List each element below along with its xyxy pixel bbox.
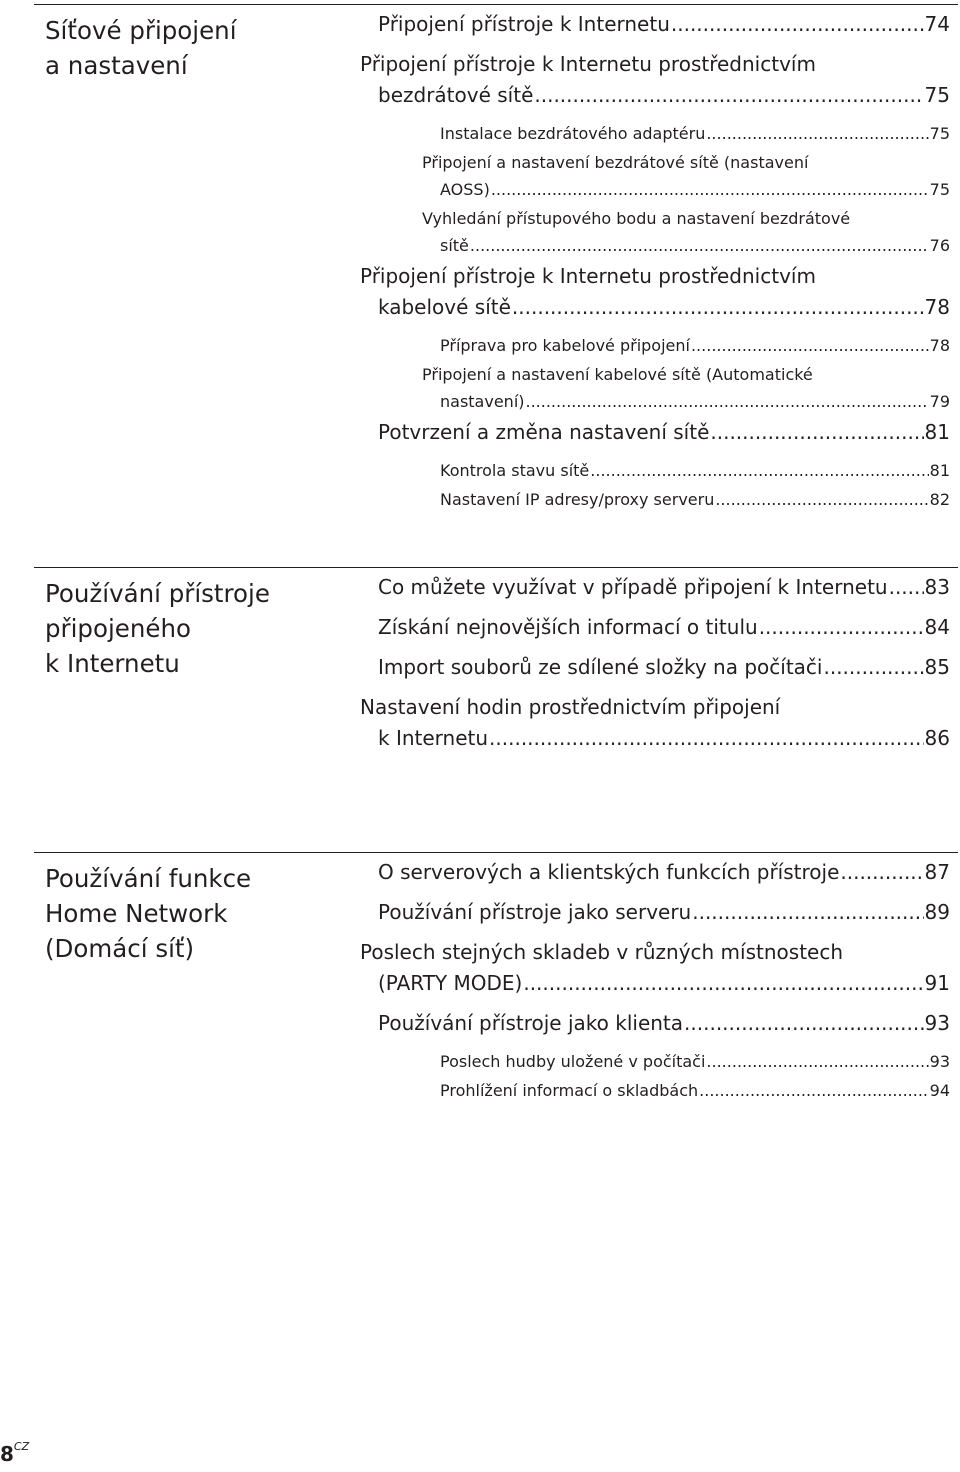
toc-entry-line [440,232,950,259]
toc-entries [360,857,950,1106]
toc-entry-title: Používání přístroje jako klienta [378,1011,684,1035]
toc-entry-page: 81 [929,461,950,480]
toc-entry-page: 75 [929,180,950,199]
toc-entry-line [378,897,950,928]
toc-entry-title-start: Poslech stejných skladeb v různých místnostech [360,940,844,964]
toc-entry-title: O serverových a klientských funkcích přístroje [378,860,840,884]
toc-entry-page: 76 [929,236,950,255]
toc-entry-line [378,417,950,448]
toc-entry-title: Připojení přístroje k Internetu [378,12,670,36]
toc-entry-title-start: Připojení přístroje k Internetu prostřednictvím [360,264,816,288]
dot-leader [715,486,928,513]
toc-entry[interactable] [360,612,950,643]
toc-entry[interactable] [360,361,950,415]
toc-entry[interactable] [360,1077,950,1104]
toc-entry-line [378,9,950,40]
dot-leader [671,9,924,40]
toc-entry-title: kabelové sítě [378,295,511,319]
page-number [0,1442,29,1466]
toc-entry-title: Potvrzení a změna nastavení sítě [378,420,710,444]
toc-entry-page: 93 [924,1011,950,1035]
toc-entry-line [378,652,950,683]
page-number-value: 8 [0,1442,14,1466]
dot-leader [840,857,923,888]
toc-entry-page: 86 [924,726,950,750]
toc-entry-line [378,612,950,643]
toc-entry-page: 75 [929,124,950,143]
toc-entry-title: Používání přístroje jako serveru [378,900,692,924]
toc-entry-title-start: Nastavení hodin prostřednictvím připojení [360,695,781,719]
toc-entry-page: 78 [924,295,950,319]
toc-entry[interactable] [360,457,950,484]
toc-section-home-network [34,852,958,1152]
toc-entry-title: sítě [440,236,469,255]
toc-entry-line [378,292,950,323]
toc-entry-title: Získání nejnovějších informací o titulu [378,615,758,639]
toc-entry-page: 91 [924,971,950,995]
toc-entry-page: 85 [924,655,950,679]
section-title [45,576,335,681]
toc-entry[interactable] [360,9,950,40]
toc-entry[interactable] [360,486,950,513]
toc-entry[interactable] [360,205,950,259]
toc-entry-line [440,176,950,203]
dot-leader [699,1077,929,1104]
dot-leader [534,80,923,111]
toc-entry[interactable] [360,692,950,754]
toc-entry-line [378,80,950,111]
toc-entry-title: Nastavení IP adresy/proxy serveru [440,490,715,509]
toc-entry-title: bezdrátové sítě [378,83,534,107]
dot-leader [491,176,929,203]
toc-entry-line [440,120,950,147]
toc-entry-title: Poslech hudby uložené v počítači [440,1052,706,1071]
toc-entry-page: 82 [929,490,950,509]
section-title-line: Home Network [45,899,228,928]
toc-entry[interactable] [360,937,950,999]
toc-entry-line [440,1077,950,1104]
section-title-line: a nastavení [45,51,188,80]
section-title [45,13,335,83]
toc-entry-title-start: Připojení a nastavení bezdrátové sítě (nastavení [422,153,809,172]
dot-leader [692,897,923,928]
toc-entry-line [440,457,950,484]
toc-entry-title: Instalace bezdrátového adaptéru [440,124,706,143]
toc-entry-page: 93 [929,1052,950,1071]
toc-entry-title: Co můžete využívat v případě připojení k Internetu [378,575,888,599]
toc-entry[interactable] [360,417,950,448]
toc-entry-page: 74 [924,12,950,36]
toc-entry[interactable] [360,149,950,203]
dot-leader [684,1008,924,1039]
toc-entry[interactable] [360,261,950,323]
toc-entry-page: 75 [924,83,950,107]
section-title-line: Síťové připojení [45,16,237,45]
toc-entry-line [378,572,950,603]
toc-entry[interactable] [360,49,950,111]
toc-entry-title: nastavení) [440,392,525,411]
toc-entry[interactable] [360,572,950,603]
dot-leader [590,457,928,484]
toc-entry-title: k Internetu [378,726,489,750]
dot-leader [512,292,924,323]
toc-entry[interactable] [360,652,950,683]
toc-entry-page: 94 [929,1081,950,1100]
toc-entry-page: 87 [924,860,950,884]
toc-entry-line [378,1008,950,1039]
dot-leader [691,332,929,359]
toc-entry-line [378,968,950,999]
toc-entry[interactable] [360,1008,950,1039]
toc-entry[interactable] [360,857,950,888]
dot-leader [523,968,923,999]
page-number-suffix: CZ [13,1440,30,1453]
toc-entry-page: 81 [924,420,950,444]
toc-entry-page: 89 [924,900,950,924]
toc-entry-line [378,723,950,754]
toc-entries [360,9,950,515]
toc-section-internet [34,567,958,817]
toc-entry-line [378,857,950,888]
toc-entry-title: Import souborů ze sdílené složky na počítači [378,655,823,679]
toc-entry-title: (PARTY MODE) [378,971,523,995]
toc-entry-title: Příprava pro kabelové připojení [440,336,690,355]
toc-entry-title-start: Připojení a nastavení kabelové sítě (Automatické [422,365,813,384]
toc-entry-line [440,1048,950,1075]
toc-entry-line [440,486,950,513]
toc-entry[interactable] [360,120,950,147]
dot-leader [823,652,923,683]
toc-entry[interactable] [360,897,950,928]
section-title-line: (Domácí síť) [45,934,195,963]
dot-leader [706,120,928,147]
toc-entry[interactable] [360,1048,950,1075]
toc-entry-page: 78 [929,336,950,355]
toc-entry-title-start: Vyhledání přístupového bodu a nastavení bezdrátové [422,209,851,228]
toc-entry-page: 79 [929,392,950,411]
toc-section-network [34,4,958,544]
toc-entry-page: 84 [924,615,950,639]
toc-entry-title: Kontrola stavu sítě [440,461,590,480]
dot-leader [470,232,929,259]
toc-entry-title: AOSS) [440,180,490,199]
dot-leader [889,572,924,603]
toc-entry-title: Prohlížení informací o skladbách [440,1081,699,1100]
toc-entry-page: 83 [924,575,950,599]
dot-leader [759,612,924,643]
dot-leader [706,1048,928,1075]
dot-leader [489,723,924,754]
dot-leader [526,388,929,415]
section-title [45,861,335,966]
toc-entry-title-start: Připojení přístroje k Internetu prostřednictvím [360,52,816,76]
section-title-line: k Internetu [45,649,180,678]
toc-entries [360,572,950,763]
toc-entry-line [440,332,950,359]
toc-entry[interactable] [360,332,950,359]
section-title-line: Používání přístroje [45,579,270,608]
toc-entry-line [440,388,950,415]
section-title-line: Používání funkce [45,864,252,893]
dot-leader [710,417,923,448]
section-title-line: připojeného [45,614,191,643]
